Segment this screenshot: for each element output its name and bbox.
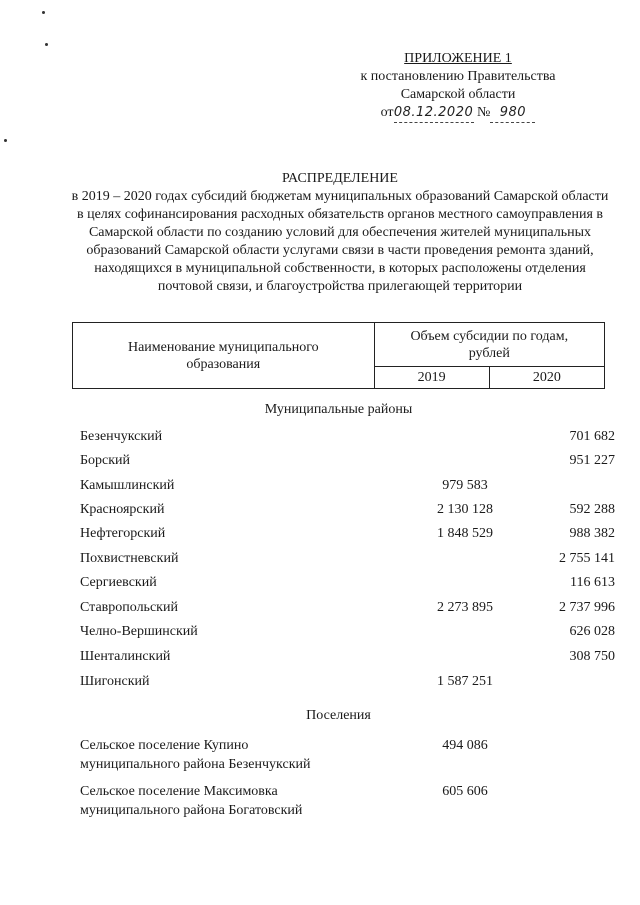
row-name: Нефтегорский bbox=[80, 526, 166, 541]
document-title bbox=[70, 170, 610, 296]
table-row bbox=[80, 502, 615, 522]
row-name: Шигонский bbox=[80, 674, 150, 689]
title-heading: РАСПРЕДЕЛЕНИЕ bbox=[282, 171, 398, 186]
table-row bbox=[80, 674, 610, 694]
number-prefix: № bbox=[477, 105, 491, 120]
appendix-date-line bbox=[338, 104, 578, 123]
handwritten-number: 980 bbox=[490, 104, 535, 123]
table-header bbox=[72, 322, 605, 389]
scan-mark bbox=[45, 43, 48, 46]
title-body: в 2019 – 2020 годах субсидий бюджетам муниципальных образований Самарской области в целях софинансирования расходных обязательств органов местного самоуправления в Самарской области по созданию условий для обеспечения жителей муниципальных образований Самарской области услугами связи в части проведения ремонта зданий, находящихся в муниципальной собственности, в которых расположены отделения почтовой связи, и благоустройства прилегающей территории bbox=[71, 189, 609, 294]
row-name: Красноярский bbox=[80, 502, 165, 517]
row-value-2020: 308 750 bbox=[569, 649, 615, 664]
row-value-2019: 1 848 529 bbox=[437, 526, 493, 541]
table-row bbox=[80, 624, 615, 644]
table-row bbox=[80, 551, 615, 571]
row-value-2020: 592 288 bbox=[569, 502, 615, 517]
table-row bbox=[80, 575, 615, 595]
table-row bbox=[80, 526, 615, 546]
row-value-2019: 2 273 895 bbox=[437, 600, 493, 615]
table-row bbox=[80, 600, 615, 620]
column-year-2020: 2020 bbox=[489, 367, 604, 389]
row-name: Похвистневский bbox=[80, 551, 179, 566]
appendix-region: Самарской области bbox=[400, 87, 516, 102]
table-row bbox=[80, 453, 615, 473]
row-value-2019: 1 587 251 bbox=[437, 674, 493, 689]
row-value-2019: 494 086 bbox=[442, 738, 488, 753]
row-value-2020: 2 755 141 bbox=[559, 551, 615, 566]
column-amount-header: Объем субсидии по годам, рублей bbox=[374, 323, 604, 367]
scan-mark bbox=[4, 139, 7, 142]
table-row bbox=[80, 649, 615, 669]
row-value-2020: 701 682 bbox=[569, 429, 615, 444]
row-name: Борский bbox=[80, 453, 131, 468]
table-row bbox=[80, 429, 615, 449]
row-value-2020: 988 382 bbox=[569, 526, 615, 541]
row-name: Ставропольский bbox=[80, 600, 178, 615]
appendix-title: ПРИЛОЖЕНИЕ 1 bbox=[404, 51, 512, 66]
column-name-header: Наименование муниципального образования bbox=[73, 323, 375, 389]
row-name: Челно-Вершинский bbox=[80, 624, 198, 639]
handwritten-date: 08.12.2020 bbox=[394, 104, 474, 123]
date-prefix: от bbox=[380, 105, 394, 120]
row-value-2019: 605 606 bbox=[442, 784, 488, 799]
section-districts: Муниципальные районы bbox=[264, 402, 413, 417]
row-value-2020: 626 028 bbox=[569, 624, 615, 639]
row-name: Шенталинский bbox=[80, 649, 171, 664]
appendix-header bbox=[338, 50, 578, 123]
column-year-2019: 2019 bbox=[374, 367, 489, 389]
row-name: Безенчукский bbox=[80, 429, 163, 444]
scan-mark bbox=[42, 11, 45, 14]
row-value-2020: 2 737 996 bbox=[559, 600, 615, 615]
row-name: Сельское поселение Максимовка муниципального района Богатовский bbox=[80, 784, 303, 818]
appendix-decree: к постановлению Правительства bbox=[360, 69, 556, 84]
row-name: Сергиевский bbox=[80, 575, 157, 590]
row-name: Сельское поселение Купино муниципального района Безенчукский bbox=[80, 738, 311, 772]
section-settlements: Поселения bbox=[306, 708, 371, 723]
table-row bbox=[80, 478, 610, 498]
row-value-2019: 979 583 bbox=[442, 478, 488, 493]
row-value-2019: 2 130 128 bbox=[437, 502, 493, 517]
row-name: Камышлинский bbox=[80, 478, 175, 493]
row-value-2020: 116 613 bbox=[570, 575, 615, 590]
row-value-2020: 951 227 bbox=[569, 453, 615, 468]
